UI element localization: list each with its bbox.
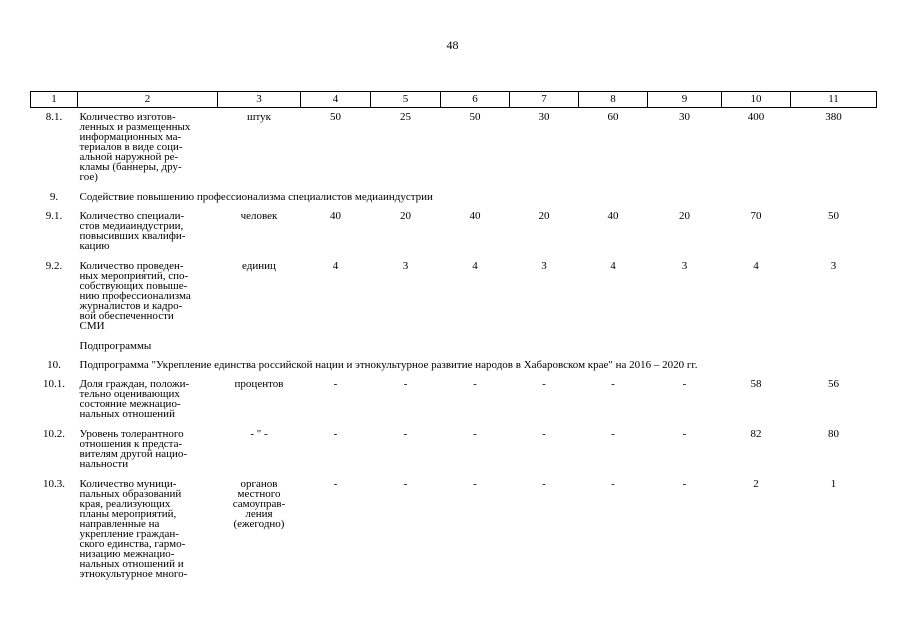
column-header: 11 [791, 92, 877, 108]
section-title: Содействие повышению профессионализма специалистов медиаиндустрии [79, 191, 433, 203]
header-row [31, 92, 877, 108]
row-number: 10.2. [43, 428, 65, 440]
table-row [31, 108, 877, 189]
value-cell: 30 [679, 111, 690, 123]
value-cell: 4 [472, 260, 478, 272]
unit-of-measure: единиц [242, 260, 276, 272]
value-cell: 3 [402, 260, 409, 272]
value-cell: 20 [538, 210, 550, 222]
unit-of-measure: органов местного самоуправ- ления (ежегодно) [232, 478, 286, 530]
value-cell: 40 [330, 210, 341, 222]
value-cell: - [682, 428, 687, 440]
column-header: 1 [31, 92, 78, 108]
column-header: 3 [218, 92, 301, 108]
value-cell: - [333, 478, 338, 490]
section-title: Подпрограммы [79, 340, 152, 352]
indicator-name: Количество специали- стов медиаиндустрии, повысивших квалифи- кацию [79, 210, 186, 252]
table-row [31, 425, 877, 475]
value-cell: 380 [825, 111, 842, 123]
section-row [31, 337, 877, 356]
value-cell: - [473, 428, 477, 440]
section-number: 9. [49, 191, 59, 203]
value-cell: - [473, 378, 477, 390]
section-number: 10. [47, 359, 61, 371]
indicator-name: Количество изготов- ленных и размещенных информационных ма- териалов в виде соци- альной наружной ре- кламы (баннеры, дру- гое) [79, 111, 191, 183]
row-number: 8.1. [45, 111, 63, 123]
value-cell: 70 [750, 210, 762, 222]
value-cell: - [403, 378, 408, 390]
section-row [31, 356, 877, 375]
value-cell: 20 [400, 210, 411, 222]
indicator-name: Количество муници- пальных образований края, реализующих планы мероприятий, направленные на укрепление граждан- ского единства, гармо- низацию межнацио- нальных отношений и этнокультурное много- [79, 478, 188, 580]
value-cell: 4 [753, 260, 759, 272]
value-cell: - [542, 378, 546, 390]
indicator-name: Доля граждан, положи- тельно оценивающих состояние межнацио- нальных отношений [79, 378, 190, 420]
value-cell: 4 [332, 260, 339, 272]
value-cell: 80 [828, 428, 839, 440]
unit-of-measure: штук [247, 111, 271, 123]
value-cell: - [473, 478, 477, 490]
value-cell: 20 [679, 210, 690, 222]
value-cell: - [542, 428, 546, 440]
unit-of-measure: - " - [250, 428, 268, 440]
table-row [31, 375, 877, 425]
value-cell: 25 [400, 111, 411, 123]
page-number: 48 [446, 38, 459, 52]
value-cell: 400 [747, 111, 765, 123]
table-row [31, 257, 877, 337]
value-cell: - [333, 378, 338, 390]
value-cell: - [403, 428, 408, 440]
value-cell: - [542, 478, 546, 490]
value-cell: 2 [753, 478, 759, 490]
indicator-name: Уровень толерантного отношения к предста- вителям другой нацио- нальности [79, 428, 188, 470]
value-cell: 58 [750, 378, 762, 390]
row-number: 9.2. [45, 260, 63, 272]
value-cell: - [682, 478, 687, 490]
row-number: 10.1. [43, 378, 65, 390]
column-header: 7 [510, 92, 579, 108]
section-title: Подпрограмма "Укрепление единства российской нации и этнокультурное развитие народов в Хабаровском крае" на 2016 – 2020 гг. [79, 359, 698, 371]
section-number [31, 337, 78, 356]
value-cell: 40 [607, 210, 619, 222]
value-cell: 3 [541, 260, 547, 272]
section-row [31, 188, 877, 207]
value-cell: 50 [330, 111, 341, 123]
row-number: 10.3. [43, 478, 65, 490]
value-cell: - [682, 378, 687, 390]
column-header: 5 [371, 92, 441, 108]
column-header: 9 [648, 92, 722, 108]
value-cell: 40 [469, 210, 481, 222]
value-cell: 4 [610, 260, 616, 272]
value-cell: 50 [828, 210, 839, 222]
value-cell: 60 [607, 111, 619, 123]
value-cell: 82 [750, 428, 762, 440]
value-cell: 3 [681, 260, 688, 272]
indicators-table [30, 91, 877, 585]
value-cell: 1 [830, 478, 837, 490]
unit-of-measure: человек [240, 210, 278, 222]
value-cell: - [611, 478, 615, 490]
value-cell: - [611, 378, 615, 390]
table-row [31, 207, 877, 257]
value-cell: 50 [469, 111, 481, 123]
row-number: 9.1. [45, 210, 63, 222]
value-cell: - [403, 478, 408, 490]
indicator-name: Количество проведен- ных мероприятий, спо- собствующих повыше- нию профессионализма журналистов и кадро- вой обеспеченности СМИ [79, 260, 191, 332]
table-body [31, 92, 877, 586]
table-row [31, 475, 877, 585]
value-cell: 30 [538, 111, 550, 123]
value-cell: 56 [828, 378, 839, 390]
column-header: 2 [78, 92, 218, 108]
unit-of-measure: процентов [234, 378, 284, 390]
value-cell: - [611, 428, 615, 440]
value-cell: - [333, 428, 338, 440]
column-header: 6 [441, 92, 510, 108]
column-header: 4 [301, 92, 371, 108]
column-header: 10 [722, 92, 791, 108]
column-header: 8 [579, 92, 648, 108]
value-cell: 3 [830, 260, 837, 272]
